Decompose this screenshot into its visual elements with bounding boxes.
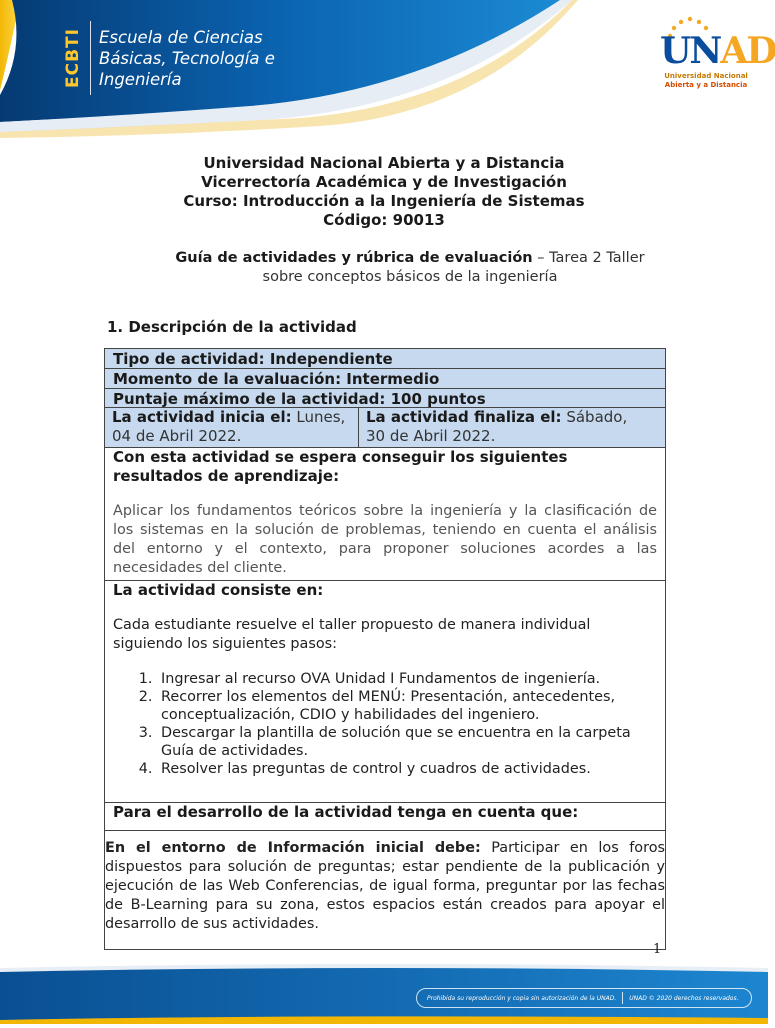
initial-info-text: Participar en los foros dispuestos para solución de preguntas; estar pendiente de la publicación y ejecución de las Web Conferencias, de igual forma, preguntar por las fechas de B-Learning para su zona, estos espacios están creados para apoyar el desarrollo de sus actividades.: [105, 840, 665, 932]
activity-table: [104, 348, 666, 950]
end-date-cell: [359, 408, 665, 447]
development-notes-heading: Para el desarrollo de la actividad tenga en cuenta que:: [105, 803, 665, 831]
step-item: 4. Resolver las preguntas de control y cuadros de actividades.: [157, 760, 657, 778]
row-activity-type: [104, 348, 666, 368]
start-date-value: 04 de Abril 2022.: [112, 427, 242, 445]
evaluation-moment-text: Momento de la evaluación: Intermedio: [113, 370, 440, 388]
row-max-score: [104, 388, 666, 407]
brand-divider: [90, 21, 91, 95]
school-name: [99, 27, 275, 90]
steps-list: [113, 670, 657, 778]
guide-title-rest-2: sobre conceptos básicos de la ingeniería: [262, 269, 558, 285]
initial-info-label: En el entorno de Información inicial debe:: [105, 840, 481, 856]
course-title: Curso: Introducción a la Ingeniería de Sistemas: [183, 192, 585, 210]
unad-subtitle: [660, 72, 752, 90]
end-date-weekday: Sábado,: [561, 408, 628, 426]
school-name-line-2: Básicas, Tecnología e: [99, 48, 275, 68]
activity-steps-intro: Cada estudiante resuelve el taller propuesto de manera individual siguiendo los siguientes pasos:: [113, 617, 591, 652]
footer-copyright: UNAD © 2020 derechos reservados.: [629, 994, 739, 1002]
row-learning-outcomes: [104, 447, 666, 580]
school-name-line-1: Escuela de Ciencias: [99, 27, 263, 47]
footer-separator: [622, 992, 623, 1004]
start-date-cell: [105, 408, 359, 447]
end-date-label: La actividad finaliza el:: [366, 408, 562, 426]
school-brand: [62, 14, 275, 102]
step-item: 2. Recorrer los elementos del MENÚ: Presentación, antecedentes, conceptualización, CDIO y habilidades del ingeniero.: [157, 688, 657, 724]
document-title-block: [0, 154, 768, 230]
learning-outcomes-text: Aplicar los fundamentos teóricos sobre la ingeniería y la clasificación de los sistemas en la solución de problemas, teniendo en cuenta el análisis del entorno y el contexto, para proponer soluciones acordes a las necesidades del cliente.: [113, 503, 657, 576]
school-name-line-3: Ingeniería: [99, 69, 182, 89]
unad-subtitle-line-1: Universidad Nacional: [664, 72, 748, 80]
footer-notice: Prohibida su reproducción y copia sin autorización de la UNAD.: [427, 994, 617, 1002]
unad-subtitle-line-2: Abierta y a Distancia: [664, 81, 748, 89]
start-date-weekday: Lunes,: [291, 408, 346, 426]
guide-title-bold: Guía de actividades y rúbrica de evaluación: [175, 250, 533, 266]
max-score-text: Puntaje máximo de la actividad: 100 puntos: [113, 390, 486, 408]
ecbti-acronym: [62, 17, 84, 99]
unad-wordmark: UNAD: [660, 30, 775, 72]
end-date-value: 30 de Abril 2022.: [366, 427, 496, 445]
start-date-label: La actividad inicia el:: [112, 408, 292, 426]
footer-notice-box: [416, 988, 752, 1008]
activity-steps-heading: La actividad consiste en:: [113, 581, 324, 599]
unad-logo: [660, 16, 775, 90]
ecbti-text: ECBTI: [63, 28, 83, 88]
learning-outcomes-heading: Con esta actividad se espera conseguir los siguientes resultados de aprendizaje:: [113, 448, 568, 485]
university-title: Universidad Nacional Abierta y a Distancia: [203, 154, 565, 172]
row-evaluation-moment: [104, 368, 666, 388]
course-code: Código: 90013: [323, 211, 445, 229]
row-development-notes: [104, 802, 666, 950]
page-number: 1: [653, 942, 662, 957]
row-dates: [104, 407, 666, 447]
row-activity-steps: [104, 580, 666, 802]
header-banner: [0, 0, 775, 140]
guide-title-rest-1: – Tarea 2 Taller: [532, 250, 645, 266]
step-item: 1. Ingresar al recurso OVA Unidad I Fundamentos de ingeniería.: [157, 670, 657, 688]
step-item: 3. Descargar la plantilla de solución que se encuentra en la carpeta Guía de actividades.: [157, 724, 657, 760]
guide-title: [150, 249, 670, 287]
development-notes-text: [105, 839, 665, 934]
activity-type-text: Tipo de actividad: Independiente: [113, 350, 393, 368]
vice-rectory-title: Vicerrectoría Académica y de Investigación: [201, 173, 567, 191]
section-heading: 1. Descripción de la actividad: [107, 318, 357, 336]
